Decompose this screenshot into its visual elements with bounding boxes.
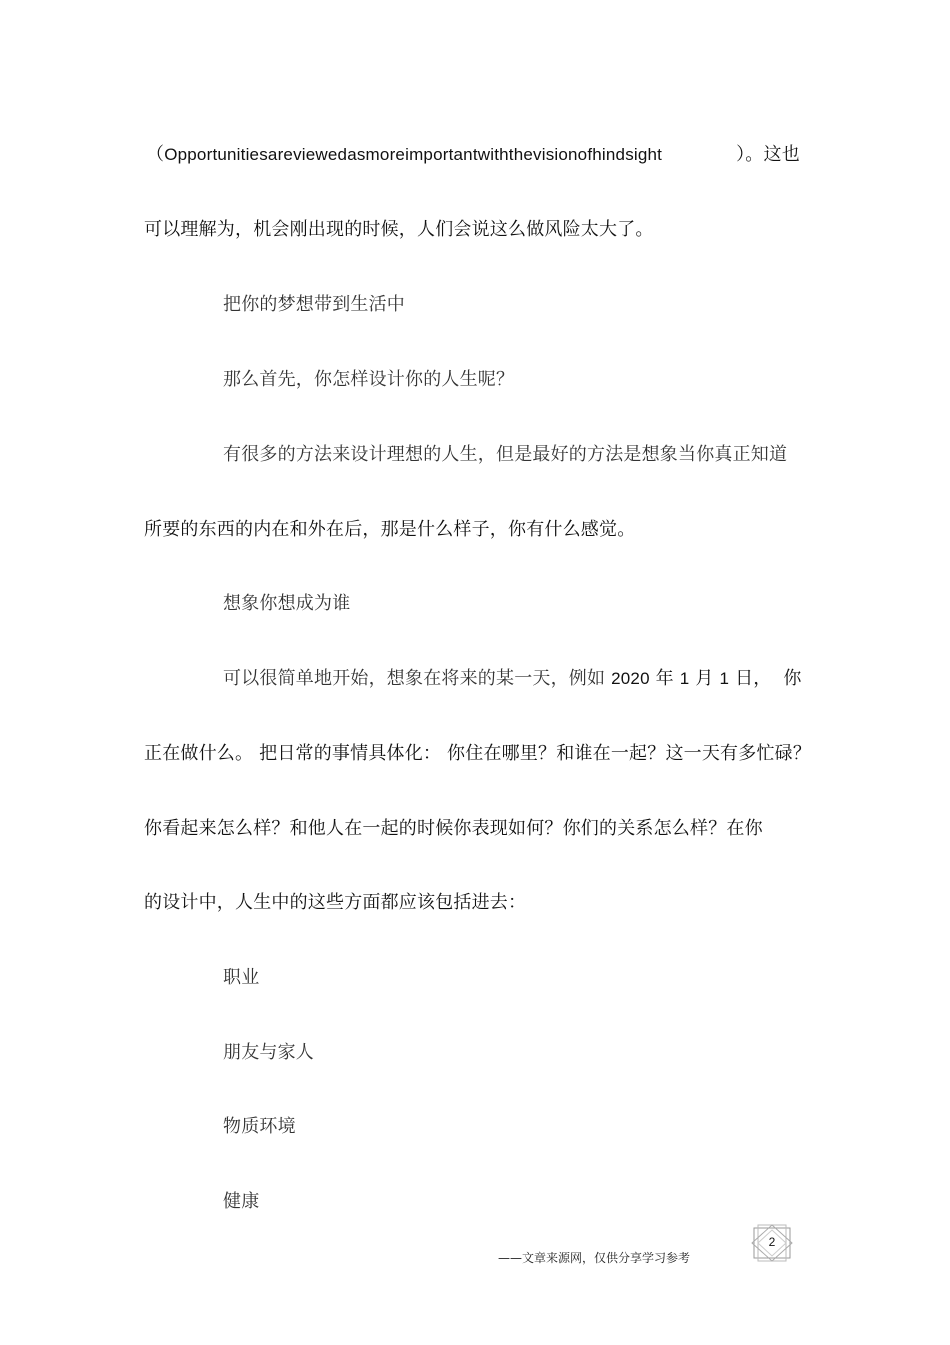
paragraph-line-8: 你看起来怎么样？和他人在一起的时候你表现如何？你们的关系怎么样？在你 [144, 818, 763, 839]
section-heading-imagine: 想象你想成为谁 [223, 593, 351, 614]
list-item-friends-family: 朋友与家人 [223, 1042, 314, 1063]
footer-source-note: ——文章来源网，仅供分享学习参考 [498, 1251, 691, 1265]
paragraph-line-2: 可以理解为，机会刚出现的时候，人们会说这么做风险太大了。 [144, 219, 654, 240]
open-paren: （ [146, 144, 165, 165]
english-quote: Opportunitiesareviewedasmoreimportantwiththevisionofhindsight [164, 145, 663, 164]
paragraph-line-6 [223, 667, 802, 691]
line6-day: 1 [719, 669, 730, 688]
line6-day-unit: 日， [735, 668, 772, 689]
paragraph-line-1 [146, 143, 800, 167]
paragraph-line-5: 所要的东西的内在和外在后，那是什么样子，你有什么感觉。 [144, 519, 636, 540]
line6-year: 2020 [611, 669, 650, 688]
section-heading-dreams: 把你的梦想带到生活中 [223, 294, 405, 315]
list-item-health: 健康 [223, 1191, 260, 1212]
line6-you: 你 [783, 668, 802, 689]
list-item-environment: 物质环境 [223, 1116, 296, 1137]
line6-month-unit: 月 [695, 668, 714, 689]
line6-year-unit: 年 [655, 668, 674, 689]
page-number: 2 [768, 1235, 776, 1249]
paragraph-line-3: 那么首先，你怎样设计你的人生呢？ [223, 369, 515, 390]
line6-text-a: 可以很简单地开始，想象在将来的某一天，例如 [223, 668, 606, 689]
close-paren-text: ）。这也 [736, 144, 800, 165]
list-item-career: 职业 [223, 967, 260, 988]
paragraph-line-7: 正在做什么。 把日常的事情具体化： 你住在哪里？和谁在一起？这一天有多忙碌？ [144, 743, 812, 764]
paragraph-line-9: 的设计中，人生中的这些方面都应该包括进去： [144, 892, 527, 913]
line6-month: 1 [679, 669, 690, 688]
paragraph-line-4: 有很多的方法来设计理想的人生，但是最好的方法是想象当你真正知道 [223, 444, 788, 465]
page-number-badge [750, 1224, 794, 1262]
